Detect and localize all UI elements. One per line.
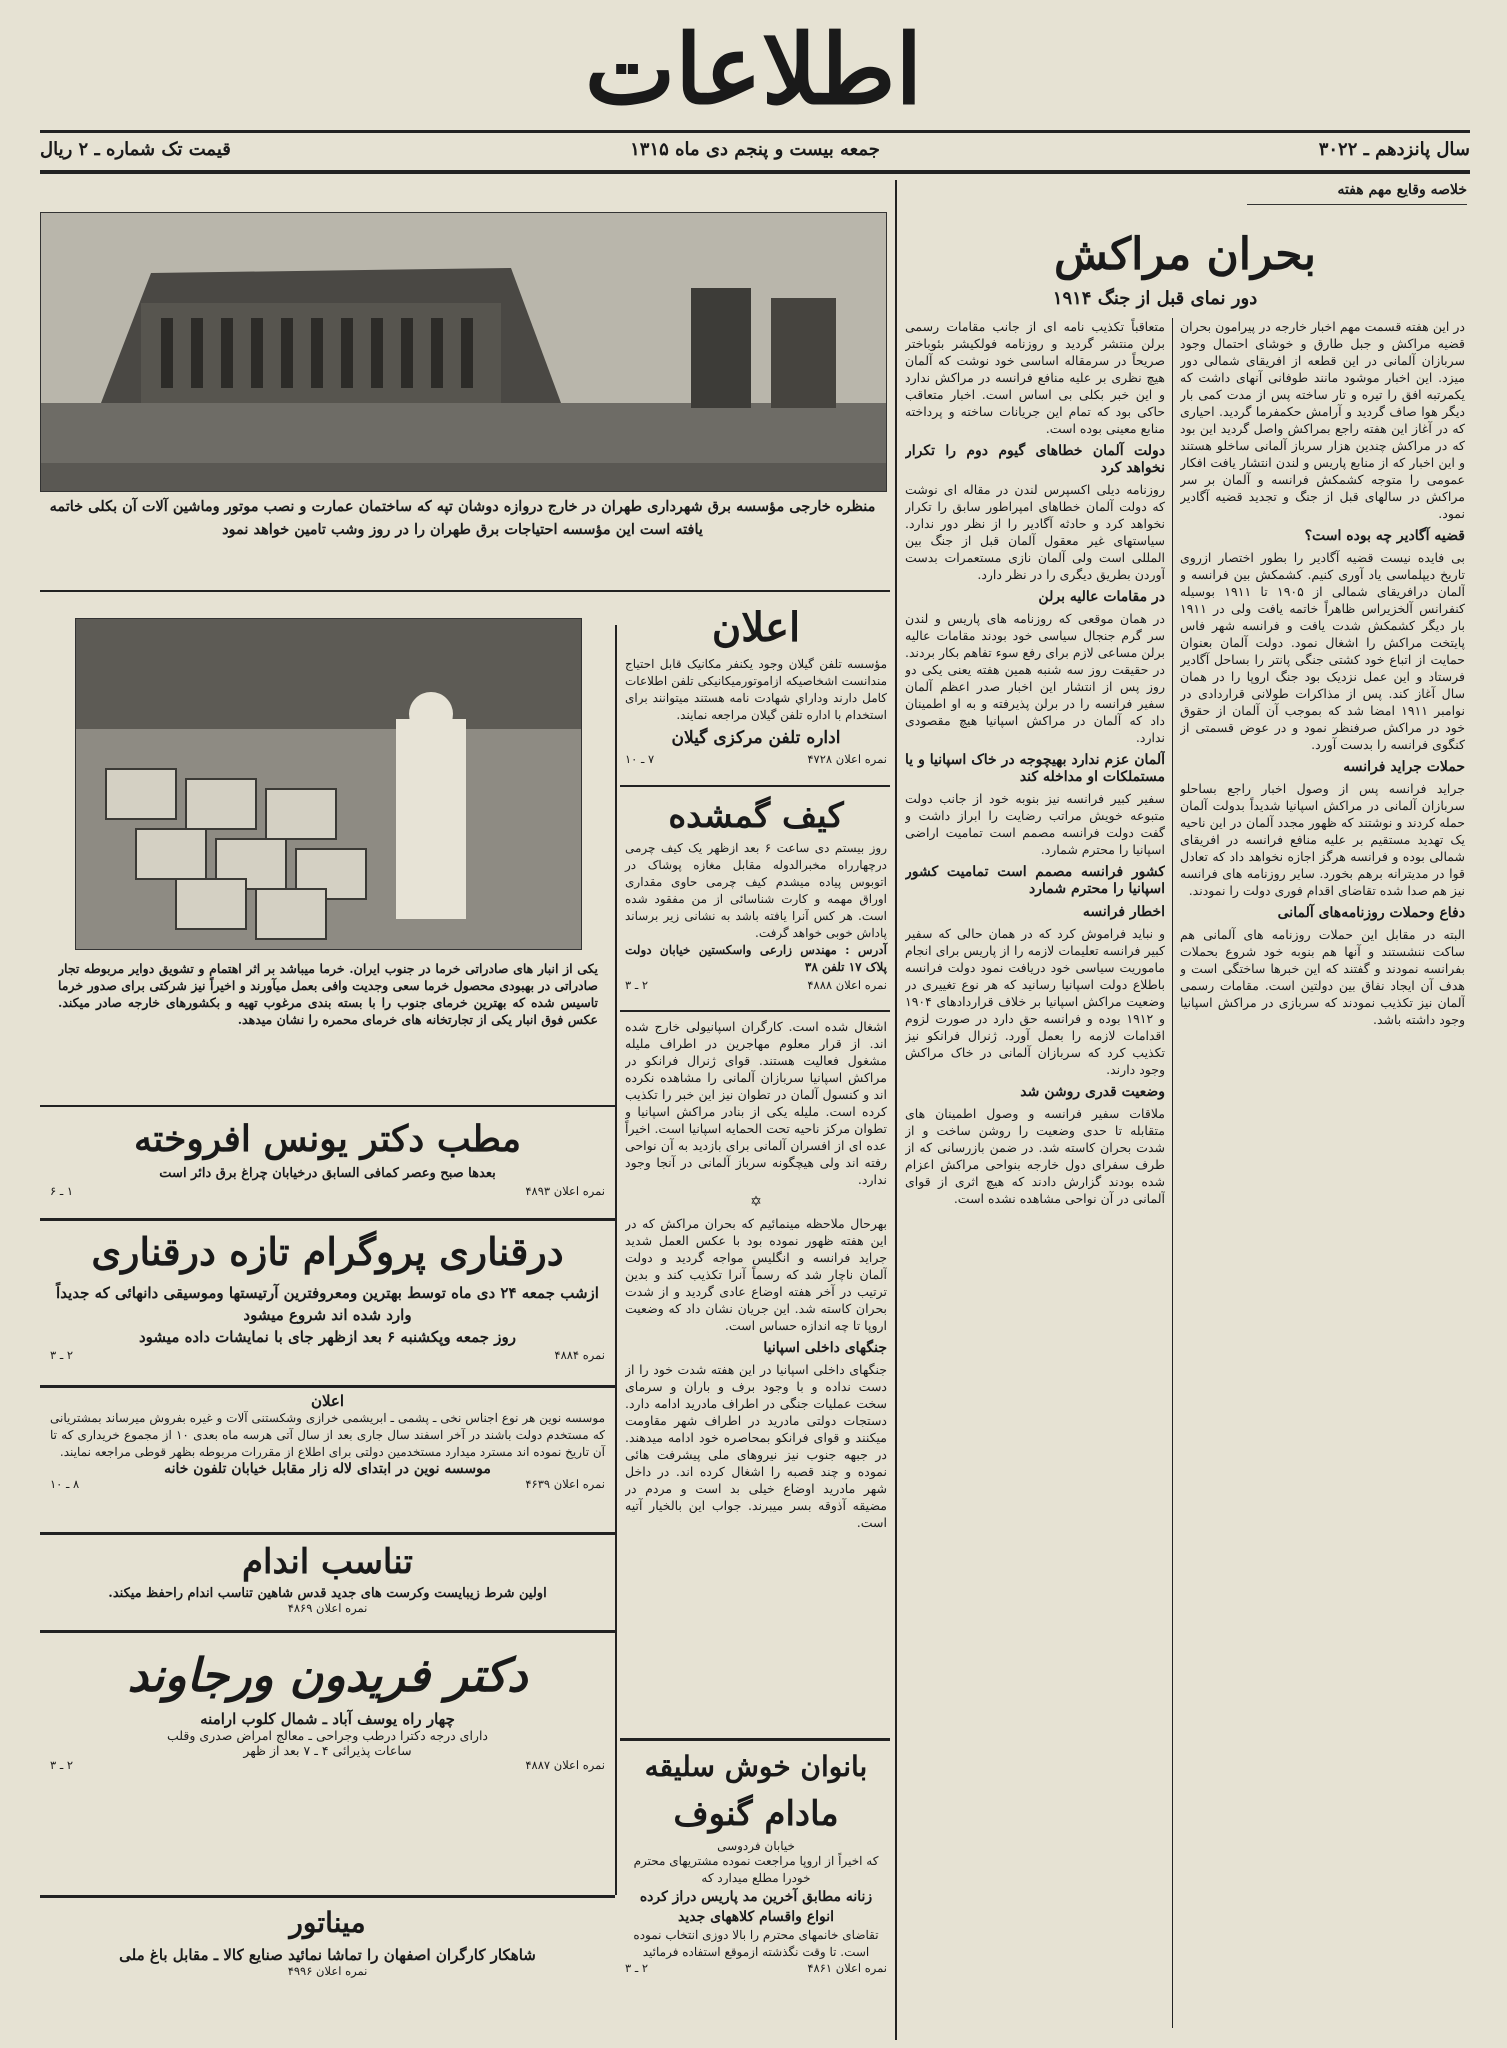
- dr-varjavand-seq: ۲ ـ ۳: [50, 1758, 74, 1772]
- morocco-column-2: [905, 318, 1165, 2028]
- issue-date: جمعه بیست و پنجم دی ماه ۱۳۱۵: [630, 139, 880, 160]
- minator-title: میناتور: [289, 1906, 366, 1939]
- darghanari-number: نمره ۴۸۸۴: [554, 1348, 605, 1362]
- tanasob-number: نمره اعلان ۴۸۶۹: [287, 1601, 368, 1615]
- morocco-col1-subhead2: حملات جراید فرانسه: [1343, 759, 1465, 775]
- gilan-ad-seq: ۷ ـ ۱۰: [625, 752, 655, 766]
- banovan-body2: تقاضای خانمهای محترم را بالا دوزی انتخاب نموده است. تا وقت نگذشته ازموقع استفاده فرمائید: [633, 1928, 879, 1959]
- divider: [40, 1218, 615, 1221]
- divider: [40, 1532, 615, 1535]
- banovan-title: بانوان خوش سلیقه: [644, 1750, 868, 1783]
- darghanari-title: درقناری پروگرام تازه درقناری: [91, 1229, 564, 1274]
- dr-younes-ad: [50, 1112, 605, 1217]
- morocco-col2-text: متعاقباً تکذیب نامه ای از جانب مقامات رسمی برلن منتشر گردید و روزنامه فولکیشر بئوباختر صریحاً در سرمقاله اساسی خود نوشت که آلمان هیچ نظری بر علیه منافع فرانسه در مراکش ندارد و این خبر بکلی بی اساس است. اخبار متعاقب حاکی بود که تمام این جریانات ساخته و پرداخته منابع معینی بوده است.: [905, 319, 1165, 436]
- banovan-ad: [625, 1745, 887, 2030]
- dr-varjavand-ad: [50, 1640, 605, 1790]
- morocco-col1-text: در این هفته قسمت مهم اخبار خارجه در پیرامون بحران قضیه مراکش و جبل طارق و خوشای احتمال وجود سربازان آلمانی در این قطعه از افریقای شمالی دور میزد. این اخبار موشود مانند طوفانی آنهای داشت که یکمرتبه افق را تیره و تار ساخته پس از مدت کمی بار دیگر هوا صاف گردید و آرامش حکمفرما گردید. احیاری که در آغاز این هفته راجع بمراکش واصل گردید این بود که در مراکش چندین هزار سرباز آلمانی ساخلو هستند و این اخبار که از منابع پاریس و لندن انتشار یافت افکار عمومی را متوجه کشمکش فرانسه و آلمان بر سر مراکش در سالهای قبل از جنگ و تجدید قضیه آگادیر نمود.: [1180, 319, 1465, 521]
- morocco-col2-subhead3: وضعیت قدری روشن شد: [1020, 1084, 1165, 1100]
- middle-article: [625, 1018, 887, 1733]
- star-divider-icon: ✡: [750, 1194, 762, 1210]
- darghanari-body2: روز جمعه وپکشنبه ۶ بعد ازظهر جای با نمایشات داده میشود: [138, 1328, 516, 1346]
- divider: [40, 1895, 615, 1898]
- divider: [40, 1630, 615, 1633]
- year-issue: سال پانزدهم ـ ۳۰۲۲: [1318, 139, 1470, 160]
- dr-younes-body: بعدها صبح وعصر کمافی السابق درخیابان چراغ برق دائر است: [159, 1166, 496, 1181]
- column-separator: [1172, 318, 1173, 2028]
- lost-bag-number: نمره اعلان ۴۸۸۸: [807, 978, 887, 992]
- tanasob-body: اولین شرط زیبایست وکرست های جدید قدس شاهین تناسب اندام راحفظ میکند.: [108, 1586, 547, 1601]
- divider: [40, 1105, 615, 1107]
- tanasob-ad: [50, 1538, 605, 1628]
- power-plant-caption: منظره خارجی مؤسسه برق شهرداری طهران در خارج دروازه دوشان تپه که ساختمان عمارت و نصب موتور وماشین آلات آن بکلی خاتمه یافته است این مؤسسه احتیاجات برق طهران را در روز وشب تامین خواهد نمود: [49, 498, 876, 538]
- issue-price: قیمت تک شماره ـ ۲ ریال: [40, 139, 231, 160]
- gilan-ad-title: اعلان: [711, 604, 801, 651]
- masthead-infobar: [40, 132, 1470, 168]
- divider: [620, 785, 890, 787]
- morocco-col2f-text: ملاقات سفیر فرانسه و وصول اطمینان های متقابله تا حدی وضعیت را روشن ساخت و از شدت بحران کاسته شد. در ضمن بازرسانی که از طرف سفرای دول خارجه بنواحی مراکش اعزام شده بودند گزارش دادند که هیچ اثری از قوای آلمانی در آن نواحی مشاهده نشده است.: [905, 1106, 1165, 1206]
- column-separator: [895, 180, 897, 2040]
- morocco-subhead: دور نمای قبل از جنگ ۱۹۱۴: [1052, 288, 1258, 309]
- minator-number: نمره اعلان ۴۹۹۶: [287, 1964, 368, 1978]
- date-warehouse-illustration: [76, 619, 581, 949]
- divider: [620, 1010, 890, 1012]
- dr-varjavand-title: دکتر فریدون ورجاوند: [127, 1648, 528, 1702]
- banovan-body: که اخیراً از اروپا مراجعت نموده مشتریهای محترم خودرا مطلع میدارد که: [633, 1854, 879, 1885]
- darghanari-body: ازشب جمعه ۲۴ دی ماه توسط بهترین ومعروفترین آرتیستها وموسیقی دانهائی که جدیداً وارد شده اند شروع میشود: [56, 1284, 599, 1324]
- morocco-col1d-text: البته در مقابل این حملات روزنامه های آلمانی هم ساکت ننشستند و آنها هم بنوبه خود شروع بحملات بفرانسه نمودند و گفتند که این خبرها ساختگی است و هدف آن ایجاد نفاق بین دولتین است. مقامات رسمی آلمان نیز تکذیب نمودند که سربازی در مراکش اسپانیا وجود داشته باشد.: [1180, 927, 1465, 1027]
- section-label: خلاصه وقایع مهم هفته: [1247, 182, 1467, 205]
- gilan-ad-number: نمره اعلان ۴۷۲۸: [807, 752, 887, 766]
- novin-notice-address: موسسه نوین در ابتدای لاله زار مقابل خیابان تلفون خانه: [164, 1461, 491, 1477]
- dr-varjavand-address: چهار راه یوسف آباد ـ شمال کلوب ارامنه: [200, 1710, 455, 1728]
- lost-bag-address: آدرس : مهندس زارعی واسکستین خیابان دولت پلاک ۱۷ تلفن ۳۸: [625, 943, 887, 974]
- banovan-seq: ۲ ـ ۳: [625, 1961, 649, 1975]
- morocco-col2e-text: و نباید فراموش کرد که در همان حالی که سفیر کبیر فرانسه تعلیمات لازمه را از پاریس برای انجام ماموریت سیاسی خود دریافت نمود دولت فرانسه باطلاع دولت اسپانیا رسانید که هر نوع تغییری در وضعیت مراکش اسپانیا بر خلاف قراردادهای ۱۹۰۴ و ۱۹۱۲ بوده و فرانسه حق دارد در صورت لزوم اقدامات لازمه را بعمل آورد. ژنرال فرانکو نیز تکذیب کرد که سربازان آلمانی در خاک مراکش وجود دارند.: [905, 926, 1165, 1077]
- morocco-col2-bold2: آلمان عزم ندارد بهیچوجه در خاک اسپانیا و یا مستملکات او مداخله کند: [905, 752, 1165, 785]
- novin-notice-body: موسسه نوین هر نوع اجناس نخی ـ پشمی ـ ابریشمی خرازی وشکستنی آلات و غیره بفروش میرساند بمشتریانی که مستخدم دولت باشند در آخر اسفند سال جاری بعد از سال آتی هرسه ماه بعدی ۱۰ از مجموع خریداری که تا آن تاریخ نموده اند مسترد میدارد مستخدمین دولتی برای اطلاع از مقررات مربوطه بظهر قوطی مراجعه نمایند.: [50, 1411, 606, 1459]
- morocco-col2-bold3: کشور فرانسه مصمم است تمامیت کشور اسپانیا را محترم شمارد: [905, 864, 1165, 897]
- morocco-headline: بحران مراکش: [1054, 229, 1316, 280]
- darghanari-ad: [50, 1222, 605, 1372]
- power-plant-photo: [40, 212, 887, 492]
- masthead-title: اطلاعات: [584, 13, 923, 126]
- lost-bag-ad: [625, 792, 887, 1012]
- banovan-street: خیابان فردوسی: [717, 1839, 795, 1853]
- banovan-bold2: انواع واقسام کلاههای جدید: [678, 1909, 834, 1925]
- dr-varjavand-number: نمره اعلان ۴۸۸۷: [525, 1758, 605, 1772]
- middle-article-text2: بهرحال ملاحظه مینمائیم که بحران مراکش که در این هفته ظهور نموده بود با عکس العمل شدید جراید فرانسه و انگلیس مواجه گردید و دولت آلمان ناچار شد که رسماً آنرا تکذیب کند و بدین ترتیب در آخر هفته اوضاع عادی گردید و از شدت بحران کاسته شد. این جریان نشان داد که وضعیت اروپا تا چه اندازه حساس است.: [625, 1216, 887, 1333]
- dr-younes-number: نمره اعلان ۴۸۹۳: [525, 1184, 605, 1198]
- morocco-col2c-text: در همان موقعی که روزنامه های پاریس و لندن سر گرم جنجال سیاسی خود بودند مقامات عالیه برلن مساعی لازم برای رفع سوء تفاهم بکار بردند. در حقیقت روز سه شنبه همین هفته یعنی یکی دو روز پس از انتشار این اخبار صدر اعظم آلمان سفیر فرانسه را در برلن پذیرفته و به او اطمینان داد که آلمان در مراکش اسپانیا هیچ مقصودی ندارد.: [905, 611, 1165, 745]
- column-separator: [615, 625, 617, 1895]
- dr-varjavand-body: دارای درجه دکترا درطب وجراحی ـ معالج امراض صدری وقلب: [166, 1728, 489, 1743]
- banovan-number: نمره اعلان ۴۸۶۱: [807, 1961, 887, 1975]
- darghanari-seq: ۲ ـ ۳: [50, 1348, 74, 1362]
- morocco-col1-subhead3: دفاع وحملات روزنامه‌های آلمانی: [1277, 905, 1465, 921]
- morocco-col1b-text: بی فایده نیست قضیه آگادیر را بطور اختصار ازروی تاریخ دیپلماسی یاد آوری کنیم. کشمکش بین فرانسه و آلمان درافریقای شمالی از ۱۹۰۵ تا ۱۹۱۱ بوسیله کنفرانس آلخزیراس ظاهراً خاتمه یافت ولی در ۱۹۱۱ بار دیگر کشمکش شدت یافت و فرانسه شهر فاس پایتخت مراکش را اشغال نمود. دولت آلمان بعنوان حمایت از اتباع خود کشتی جنگی پانتر را بساحل آگادیر فرستاد و این عمل نزدیک بود جنگ اروپا را در همان سال آغاز کند. پس از مذاکرات طولانی قراردادی در نوامبر ۱۹۱۱ امضا شد که بموجب آن آلمان از حقوق خود در مراکش صرفنظر نمود و در عوض قسمتی از کنگوی فرانسه را بدست آورد.: [1180, 550, 1465, 752]
- novin-notice-seq: ۸ ـ ۱۰: [50, 1477, 80, 1491]
- minator-body: شاهکار کارگران اصفهان را تماشا نمائید صنایع کالا ـ مقابل باغ ملی: [119, 1946, 536, 1964]
- date-warehouse-caption: یکی از انبار های صادراتی خرما در جنوب ایران. خرما میباشد بر اثر اهتمام و تشویق دوایر مربوطه تجار صادراتی در بهبودی محصول خرما سعی وجدیت وافی بعمل میآورند و اخیراً نیز شرکتی برای صدور خرما تاسیس شده که بهترین خرمای جنوب را با بسته بندی مرغوب تهیه و بکشورهای خارجه صادر میکند. عکس فوق انبار یکی از تجارتخانه های خرمای محمره را نشان میدهد.: [58, 961, 598, 1027]
- lost-bag-body: روز بیستم دی ساعت ۶ بعد ازظهر یک کیف چرمی درچهارراه مخبرالدوله مقابل مغازه پوشاک در اتوبوس پیاده میشدم کیف چرمی حاوی مقداری اوراق مهمه و کارت شناسائی از من مفقود شده است. هر کس آنرا یافته باشد به نشانی زیر برساند پاداش خوبی خواهد گرفت.: [625, 841, 887, 940]
- novin-notice-title: اعلان: [310, 1392, 345, 1410]
- minator-ad: [50, 1900, 605, 2030]
- middle-article-text: اشغال شده است. کارگران اسپانیولی خارج شده اند. از قرار معلوم مهاجرین در اطراف ملیله مشغول فعالیت هستند. قوای ژنرال فرانکو در مراکش اسپانیا سربازان آلمانی را مشاهده نکرده اند و کنسول آلمان در تطوان نیز این خبر را تکذیب کرده است. ملیله یکی از بنادر مراکش اسپانیا و تطوان مرکز ناحیه تحت الحمایه اسپانیا است. اخیراً عده ای از افسران آلمانی برای بازدید به آن نواحی رفته اند ولی هیچگونه سرباز آلمانی در آنجا وجود ندارد.: [625, 1019, 887, 1187]
- banovan-bold: زنانه مطابق آخرین مد پاریس دراز کرده: [639, 1889, 873, 1905]
- divider: [40, 1385, 615, 1388]
- morocco-col2b-text: روزنامه دیلی اکسپرس لندن در مقاله ای نوشت که دولت آلمان خطاهای امپراطور سابق را تکرار نخواهد کرد و حادثه آگادیر را از نظر دور ندارد. سیاستهای غیر معقول آلمان قبل از جنگ بین المللی است ولی آلمان نازی مستعمرات بدست آوردن بطریق دیگری را در نظر دارد.: [905, 482, 1165, 582]
- lost-bag-seq: ۲ ـ ۳: [625, 978, 649, 992]
- gilan-ad-sign: اداره تلفن مرکزی گیلان: [671, 728, 841, 748]
- masthead-rule-bottom: [40, 170, 1470, 174]
- power-plant-illustration: [41, 213, 886, 491]
- gilan-ad-body: مؤسسه تلفن گیلان وجود یکنفر مکانیک قابل احتیاج مندانست اشخاصیکه ازاموتورمیکانیکی تلفن اطلاعات کامل دارند وداراي شهادت نامه هستند میتوانند برای استخدام با اداره تلفن گیلان مراجعه نمایند.: [625, 657, 887, 722]
- middle-article-text3: جنگهای داخلی اسپانیا در این هفته شدت خود را از دست نداده و با وجود برف و باران و سرمای سخت عملیات جنگی در اطراف مادرید ادامه دارد. دستجات دولتی مادرید در اطراف شهر مقاومت میکنند و قوای فرانکو بمحاصره خود ادامه میدهند. در جبهه جنوب نیز نیروهای ملی پیشرفت هائی نموده و چند قصبه را اشغال کرده اند. در داخل شهر مادرید اوضاع خیلی بد است و مردم در مضیقه آذوقه بسر میبرند. جواب این بالخیار آتیه است.: [625, 1362, 887, 1530]
- middle-article-subhead: جنگهای داخلی اسپانیا: [763, 1340, 887, 1356]
- novin-notice-ad: [50, 1392, 605, 1522]
- dr-varjavand-hours: ساعات پذیرائی ۴ ـ ۷ بعد از ظهر: [243, 1743, 412, 1758]
- divider: [620, 1738, 890, 1741]
- morocco-col1c-text: جراید فرانسه پس از وصول اخبار راجع بساحلو سربازان آلمانی در مراکش اسپانیا شدیداً بدولت آلمان حمله کردند و نوشتند که ظهور مجدد آلمان در این ناحیه یک تهدید مستقیم بر علیه منافع فرانسه در افریقای شمالی بوده و فرانسه هرگز اجازه نخواهد داد که تعادل قوا در مدیترانه برهم بخورد. سایر روزنامه های فرانسه نیز هم صدا شده تقاضای اقدام فوری دولت را نمودند.: [1180, 781, 1465, 898]
- lost-bag-title: کیف گمشده: [668, 796, 844, 836]
- morocco-col2-subhead: در مقامات عالیه برلن: [1038, 589, 1165, 605]
- tanasob-title: تناسب اندام: [241, 1542, 414, 1582]
- morocco-col2-bold1: دولت آلمان خطاهای گیوم دوم را تکرار نخواهد کرد: [905, 443, 1165, 476]
- dr-younes-title: مطب دکتر یونس افروخته: [133, 1118, 522, 1160]
- morocco-col2-subhead2: اخطار فرانسه: [1082, 904, 1165, 920]
- morocco-col1-subhead: قضیه آگادیر چه بوده است؟: [1304, 528, 1465, 544]
- morocco-col2d-text: سفیر کبیر فرانسه نیز بنوبه خود از جانب دولت متبوعه خویش مراتب رضایت را ابراز داشت و گفت دولت فرانسه مصمم است تمامیت اراضی اسپانیا را محترم شمارد.: [905, 791, 1165, 857]
- novin-notice-number: نمره اعلان ۴۶۳۹: [525, 1477, 605, 1491]
- date-warehouse-photo: [75, 618, 582, 950]
- banovan-name: مادام گنوف: [673, 1794, 839, 1834]
- dr-younes-seq: ۱ ـ ۶: [50, 1184, 74, 1198]
- divider: [40, 590, 890, 592]
- morocco-column-1: [1180, 318, 1465, 2028]
